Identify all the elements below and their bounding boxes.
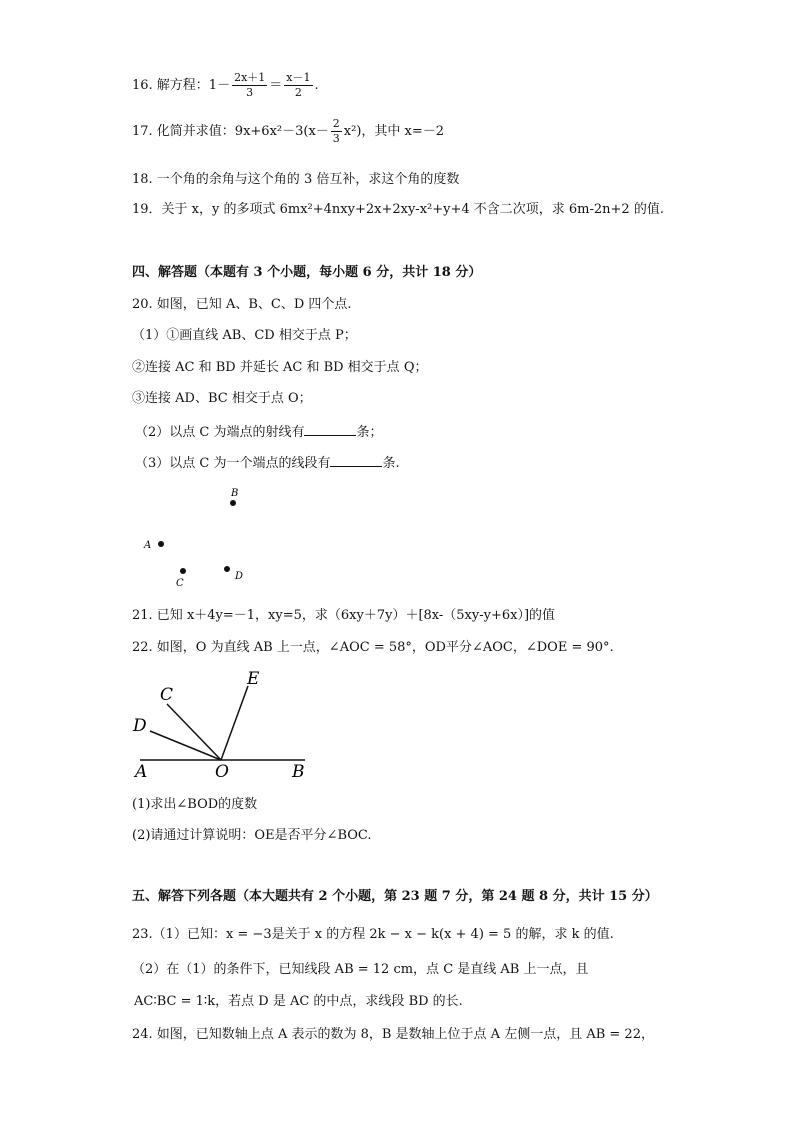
question-23-part-3: AC∶BC = 1∶k，若点 D 是 AC 的中点，求线段 BD 的长. xyxy=(134,994,463,1009)
question-20-part-2: （2）以点 C 为端点的射线有 条； xyxy=(135,425,383,440)
label-A: A xyxy=(144,540,152,551)
q16-fraction-1: $\frac{2x+1}{3}$ xyxy=(234,71,266,99)
question-23-part-1: 23.（1）已知：x = −3是关于 x 的方程 2k − x − k(x + 4) = 5 的解，求 k 的值. xyxy=(132,927,614,942)
point-C xyxy=(180,568,186,574)
label-B: B xyxy=(292,762,305,782)
q16-prefix: 16. 解方程：1－ xyxy=(132,78,231,93)
q17-fraction: $\frac{2}{3}$ xyxy=(332,117,340,145)
question-21: 21. 已知 x＋4y=－1，xy=5，求（6xy＋7y）＋[8x-（5xy-y+6x）]的值 xyxy=(132,608,556,623)
label-B: B xyxy=(231,488,239,499)
figure-20 xyxy=(135,482,265,592)
ray-OC xyxy=(167,704,221,760)
question-19: 19．关于 x，y 的多项式 6mx²+4nxy+2x+2xy-x²+y+4 不含二次项，求 6m-2n+2 的值. xyxy=(132,202,664,217)
label-A: A xyxy=(135,762,148,782)
label-D: D xyxy=(133,716,147,736)
figure-22 xyxy=(130,668,320,783)
question-22-part-1: (1)求出∠BOD的度数 xyxy=(132,797,258,812)
question-20-part-1b: ②连接 AC 和 BD 并延长 AC 和 BD 相交于点 Q； xyxy=(132,360,428,375)
point-A xyxy=(158,541,164,547)
question-17: 17. 化简并求值：9x+6x²－3(x－ $\frac{2}{3}$ x²)，其中 x=－2 xyxy=(132,117,445,145)
section-5-heading: 五、解答下列各题（本大题共有 2 个小题，第 23 题 7 分，第 24 题 8 分，共计 15 分） xyxy=(132,889,658,904)
question-18: 18. 一个角的余角与这个角的 3 倍互补，求这个角的度数 xyxy=(132,172,460,187)
point-B xyxy=(230,500,236,506)
answer-blank[interactable] xyxy=(330,454,382,467)
answer-blank[interactable] xyxy=(304,423,356,436)
label-D: D xyxy=(235,571,244,582)
question-23-part-2: （2）在（1）的条件下，已知线段 AB = 12 cm，点 C 是直线 AB 上一点，且 xyxy=(132,962,589,977)
label-C: C xyxy=(176,578,184,589)
point-D xyxy=(224,566,230,572)
q16-fraction-2: $\frac{x-1}{2}$ xyxy=(286,71,311,99)
question-16: 16. 解方程：1－ $\frac{2x+1}{3}$ ＝ $\frac{x-1}{2}$ . xyxy=(132,71,319,99)
section-4-heading: 四、解答题（本题有 3 个小题，每小题 6 分，共计 18 分） xyxy=(132,265,482,280)
question-20-stem: 20. 如图，已知 A、B、C、D 四个点. xyxy=(132,297,352,312)
question-22: 22. 如图，O 为直线 AB 上一点，∠AOC = 58°，OD平分∠AOC，∠DOE = 90°. xyxy=(132,640,614,655)
label-C: C xyxy=(160,685,174,705)
question-24: 24. 如图，已知数轴上点 A 表示的数为 8，B 是数轴上位于点 A 左侧一点，且 AB = 22， xyxy=(132,1027,654,1042)
question-20-part-1: （1）①画直线 AB、CD 相交于点 P； xyxy=(132,328,357,343)
question-20-part-3: （3）以点 C 为一个端点的线段有 条. xyxy=(135,456,400,471)
question-20-part-1c: ③连接 AD、BC 相交于点 O； xyxy=(132,391,312,406)
question-22-part-2: (2)请通过计算说明：OE是否平分∠BOC. xyxy=(132,828,372,843)
label-E: E xyxy=(247,669,260,689)
ray-OE xyxy=(221,686,248,760)
label-O: O xyxy=(215,762,229,782)
ray-OD xyxy=(150,731,221,760)
